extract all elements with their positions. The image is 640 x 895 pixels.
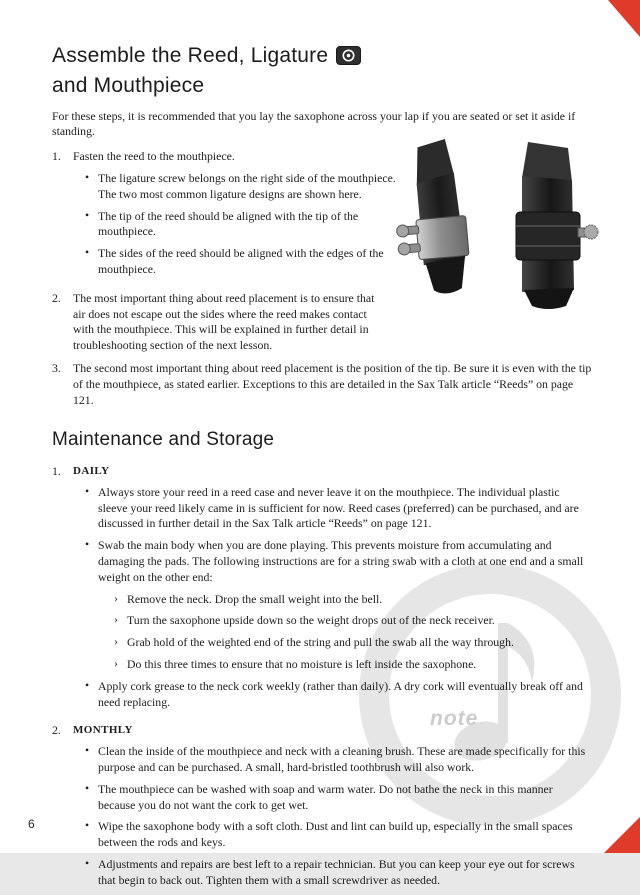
bullet-list <box>85 744 592 888</box>
bullet-text: Swab the main body when you are done playing. This prevents moisture from accumulating and damaging the pads. The following instructions are for a string swab with a cloth at one end and a small weight on the other end: <box>98 538 584 584</box>
bullet: • The tip of the reed should be aligned with the tip of the mouthpiece. <box>85 209 414 241</box>
bullet: • Clean the inside of the mouthpiece and neck with a cleaning brush. These are made specifically for this purpose and can be purchased. A small, hard-bristled toothbrush will also work. <box>85 744 592 776</box>
list-number: 2. <box>52 290 61 305</box>
bullet: • Adjustments and repairs are best left to a repair technician. But you can keep your eye out for screws that begin to back out. Tighten them with a small screwdriver as needed. <box>85 857 592 889</box>
list-item-text: The second most important thing about reed placement is the position of the tip. Be sure it is even with the tip of the mouthpiece, as stated earlier. Exceptions to this are detailed in the Sax Talk article “Reeds” on page 121. <box>73 360 592 407</box>
list-number: 3. <box>52 360 61 375</box>
sub-bullet: › Turn the saxophone upside down so the weight drops out of the neck receiver. <box>114 613 592 629</box>
bullet: • Always store your reed in a reed case and never leave it on the mouthpiece. The individual plastic sleeve your reed likely came in is sufficient for now. Reed cases (preferred) can be purchased, and are discussed in further detail in the Sax Talk article “Reeds” on page 121. <box>85 485 592 532</box>
section-title-maintenance: Maintenance and Storage <box>52 429 275 451</box>
bullet-list <box>85 485 592 711</box>
bullet-list <box>85 171 592 278</box>
list-number: 1. <box>52 149 61 164</box>
list-item-1 <box>52 149 592 284</box>
watermark-text: note <box>430 707 479 730</box>
sub-bullet-list <box>114 592 592 673</box>
maintenance-item-daily <box>52 464 592 716</box>
assemble-list <box>52 149 592 408</box>
list-item-3 <box>52 361 592 408</box>
maintenance-list <box>52 464 592 894</box>
daily-label: DAILY <box>73 465 110 478</box>
section-title-assemble <box>52 42 592 100</box>
video-record-icon <box>336 45 361 72</box>
title-line-2: and Mouthpiece <box>52 74 205 98</box>
sub-bullet: › Grab hold of the weighted end of the string and pull the swab all the way through. <box>114 635 592 651</box>
bullet <box>85 538 592 673</box>
bullet: • The mouthpiece can be washed with soap and warm water. Do not bathe the neck in this manner because you do not want the cork to get wet. <box>85 782 592 814</box>
list-number: 1. <box>52 464 61 479</box>
bullet: • The sides of the reed should be aligned with the edges of the mouthpiece. <box>85 246 414 278</box>
bullet: • Wipe the saxophone body with a soft cloth. Dust and lint can build up, especially in the small spaces between the rods and keys. <box>85 819 592 851</box>
sub-bullet: › Do this three times to ensure that no moisture is left inside the saxophone. <box>114 657 592 673</box>
maintenance-item-monthly <box>52 723 592 894</box>
bullet: • The ligature screw belongs on the right side of the mouthpiece. The two most common ligature designs are shown here. <box>85 171 414 203</box>
page-number: 6 <box>28 817 35 831</box>
intro-paragraph: For these steps, it is recommended that you lay the saxophone across your lap if you are seated or set it aside if standing. <box>52 108 576 139</box>
list-item-2 <box>52 291 592 354</box>
monthly-label: MONTHLY <box>73 724 133 737</box>
bullet: • Apply cork grease to the neck cork weekly (rather than daily). A dry cork will eventually break off and need replacing. <box>85 679 592 711</box>
list-number: 2. <box>52 723 61 738</box>
list-item-text: Fasten the reed to the mouthpiece. <box>73 149 235 164</box>
list-item-text: The most important thing about reed placement is to ensure that air does not escape out the sides where the reed makes contact with the mouthpiece. This will be explained in further detail in troubleshooting section of the next lesson. <box>73 290 375 353</box>
sub-bullet: › Remove the neck. Drop the small weight into the bell. <box>114 592 592 608</box>
title-line-1: Assemble the Reed, Ligature <box>52 44 329 67</box>
